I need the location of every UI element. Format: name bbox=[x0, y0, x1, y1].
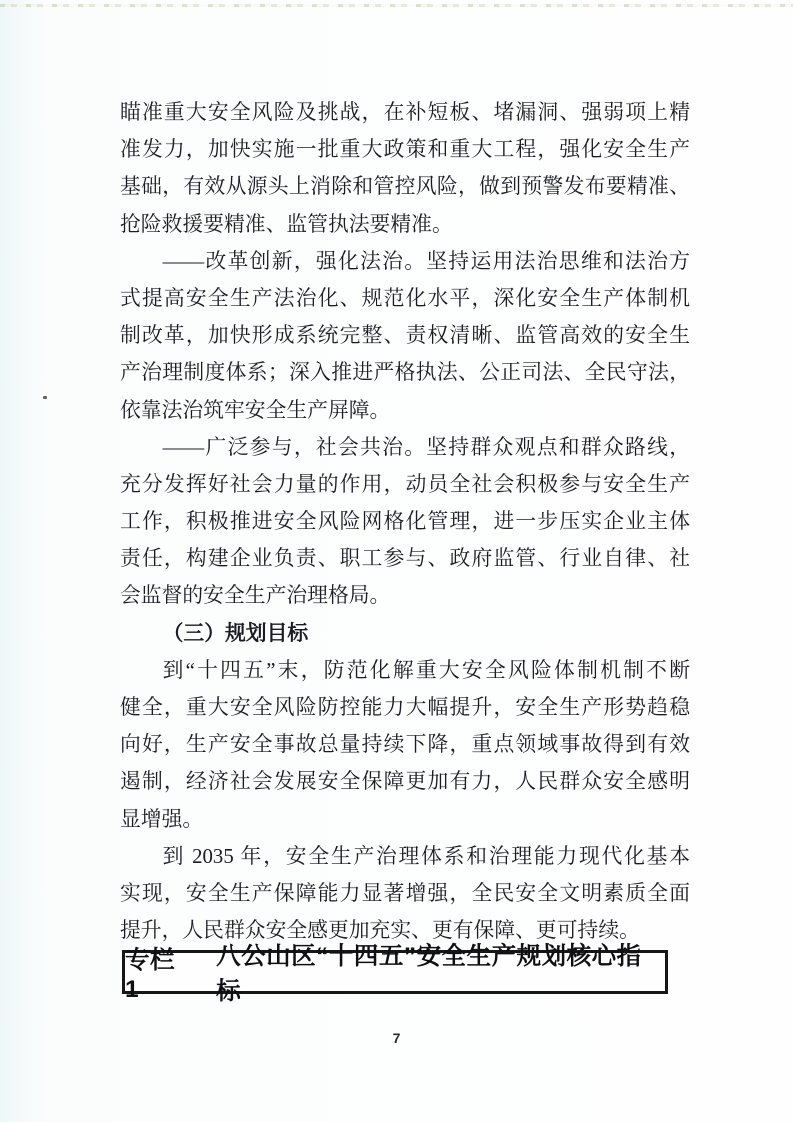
text-line: 遏制，经济社会发展安全保障更加有力，人民群众安全感明 bbox=[120, 770, 690, 794]
text-line: 提升，人民群众安全感更加充实、更有保障、更可持续。 bbox=[120, 919, 640, 943]
callout-box bbox=[122, 943, 668, 1005]
text-line: 会监督的安全生产治理格局。 bbox=[120, 584, 391, 608]
paragraph bbox=[120, 652, 690, 838]
text-line: 准发力，加快实施一批重大政策和重大工程，强化安全生产 bbox=[120, 138, 690, 162]
text-line: 到 2035 年，安全生产治理体系和治理能力现代化基本 bbox=[162, 844, 690, 868]
callout-title: 八公山区“十四五”安全生产规划核心指标 bbox=[216, 943, 642, 1005]
text-line: ——广泛参与，社会共治。坚持群众观点和群众路线， bbox=[162, 435, 690, 459]
text-line: 到“十四五”末，防范化解重大安全风险体制机制不断 bbox=[162, 658, 690, 682]
text-line: ——改革创新，强化法治。坚持运用法治思维和法治方 bbox=[162, 249, 690, 273]
text-line: 抢险救援要精准、监管执法要精准。 bbox=[120, 212, 453, 236]
text-line: 依靠法治筑牢安全生产屏障。 bbox=[120, 398, 391, 422]
paragraph bbox=[120, 838, 690, 950]
ink-speck bbox=[43, 396, 47, 399]
text-line: 健全，重大安全风险防控能力大幅提升，安全生产形势趋稳 bbox=[120, 696, 690, 719]
text-line: 式提高安全生产法治化、规范化水平，深化安全生产体制机 bbox=[120, 286, 690, 310]
text-line: 显增强。 bbox=[120, 807, 204, 831]
text-line: 责任，构建企业负责、职工参与、政府监管、行业自律、社 bbox=[120, 547, 690, 571]
text-line: 瞄准重大安全风险及挑战，在补短板、堵漏洞、强弱项上精 bbox=[120, 101, 690, 124]
text-line: 工作，积极推进安全风险网格化管理，进一步压实企业主体 bbox=[120, 510, 690, 534]
paragraph bbox=[120, 94, 690, 243]
text-line: （三）规划目标 bbox=[162, 621, 309, 645]
page-number: 7 bbox=[392, 1030, 401, 1046]
text-line: 向好，生产安全事故总量持续下降，重点领域事故得到有效 bbox=[120, 733, 690, 757]
paragraph bbox=[120, 243, 690, 429]
section-heading bbox=[120, 615, 690, 652]
text-line: 基础，有效从源头上消除和管控风险，做到预警发布要精准、 bbox=[120, 175, 690, 199]
document-body bbox=[120, 94, 690, 949]
scan-edge-artifact bbox=[0, 4, 793, 7]
paragraph bbox=[120, 429, 690, 615]
text-line: 充分发挥好社会力量的作用，动员全社会积极参与安全生产 bbox=[120, 472, 690, 496]
callout-label: 专栏 1 bbox=[125, 946, 175, 1003]
text-line: 制改革，加快形成系统完整、责权清晰、监管高效的安全生 bbox=[120, 324, 690, 348]
text-line: 实现，安全生产保障能力显著增强，全民安全文明素质全面 bbox=[120, 881, 690, 905]
text-line: 产治理制度体系；深入推进严格执法、公正司法、全民守法， bbox=[120, 361, 690, 385]
